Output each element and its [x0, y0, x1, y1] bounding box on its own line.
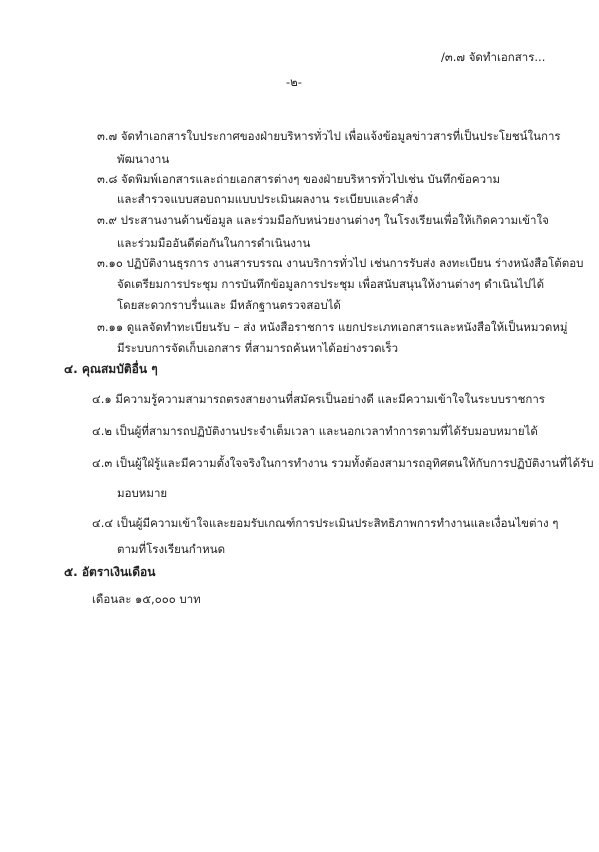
item-3-11-line-1: ๓.๑๑ ดูแลจัดทำทะเบียนรับ – ส่ง หนังสือราชการ แยกประเภทเอกสารและหนังสือให้เป็นหมวดหมู่	[97, 320, 568, 334]
item-3-10-line-2: จัดเตรียมการประชุม การบันทึกข้อมูลการประชุม เพื่อสนับสนุนให้งานต่างๆ ดำเนินไปได้	[117, 277, 545, 291]
item-4-2-line-1: ๔.๒ เป็นผู้ที่สามารถปฏิบัติงานประจำเต็มเวลา และนอกเวลาทำการตามที่ได้รับมอบหมายได้	[92, 424, 538, 438]
item-4-1-line-1: ๔.๑ มีความรู้ความสามารถตรงสายงานที่สมัครเป็นอย่างดี และมีความเข้าใจในระบบราชการ	[92, 392, 545, 406]
page-number: -๒-	[286, 75, 302, 89]
item-3-9-line-2: และร่วมมืออันดีต่อกันในการดำเนินงาน	[117, 236, 311, 250]
item-3-10-line-3: โดยสะดวกราบรื่นและ มีหลักฐานตรวจสอบได้	[117, 298, 341, 312]
continuation-note: /๓.๗ จัดทำเอกสาร...	[441, 50, 546, 64]
item-4-3-line-2: มอบหมาย	[117, 486, 168, 500]
item-3-8-line-2: และสำรวจแบบสอบถามแบบประเมินผลงาน ระเบียบและคำสั่ง	[117, 192, 419, 206]
item-3-11-line-2: มีระบบการจัดเก็บเอกสาร ที่สามารถค้นหาได้อย่างรวดเร็ว	[117, 341, 399, 355]
item-3-7-line-1: ๓.๗ จัดทำเอกสารใบประกาศของฝ่ายบริหารทั่วไป เพื่อแจ้งข้อมูลข่าวสารที่เป็นประโยชน์ในการ	[97, 129, 561, 143]
item-3-9-line-1: ๓.๙ ประสานงานด้านข้อมูล และร่วมมือกับหน่วยงานต่างๆ ในโรงเรียนเพื่อให้เกิดความเข้าใจ	[97, 213, 549, 227]
item-4-3-line-1: ๔.๓ เป็นผู้ใฝ่รู้และมีความตั้งใจจริงในการทำงาน รวมทั้งต้องสามารถอุทิศตนให้กับการปฏิบัติงานที่ได้รับ	[92, 456, 594, 470]
item-3-10-line-1: ๓.๑๐ ปฏิบัติงานธุรการ งานสารบรรณ งานบริการทั่วไป เช่นการรับส่ง ลงทะเบียน ร่างหนังสือโต้ตอบ	[97, 256, 584, 270]
section-5-heading: ๕. อัตราเงินเดือน	[64, 565, 156, 579]
item-4-4-line-2: ตามที่โรงเรียนกำหนด	[117, 542, 226, 556]
item-4-4-line-1: ๔.๔ เป็นผู้มีความเข้าใจและยอมรับเกณฑ์การประเมินประสิทธิภาพการทำงานและเงื่อนไขต่าง ๆ	[92, 516, 559, 530]
item-3-7-line-2: พัฒนางาน	[117, 152, 170, 166]
item-3-8-line-1: ๓.๘ จัดพิมพ์เอกสารและถ่ายเอกสารต่างๆ ของฝ่ายบริหารทั่วไปเช่น บันทึกข้อความ	[97, 172, 501, 186]
section-4-heading: ๔. คุณสมบัติอื่น ๆ	[64, 362, 158, 376]
salary-text: เดือนละ ๑๕,๐๐๐ บาท	[92, 592, 201, 606]
